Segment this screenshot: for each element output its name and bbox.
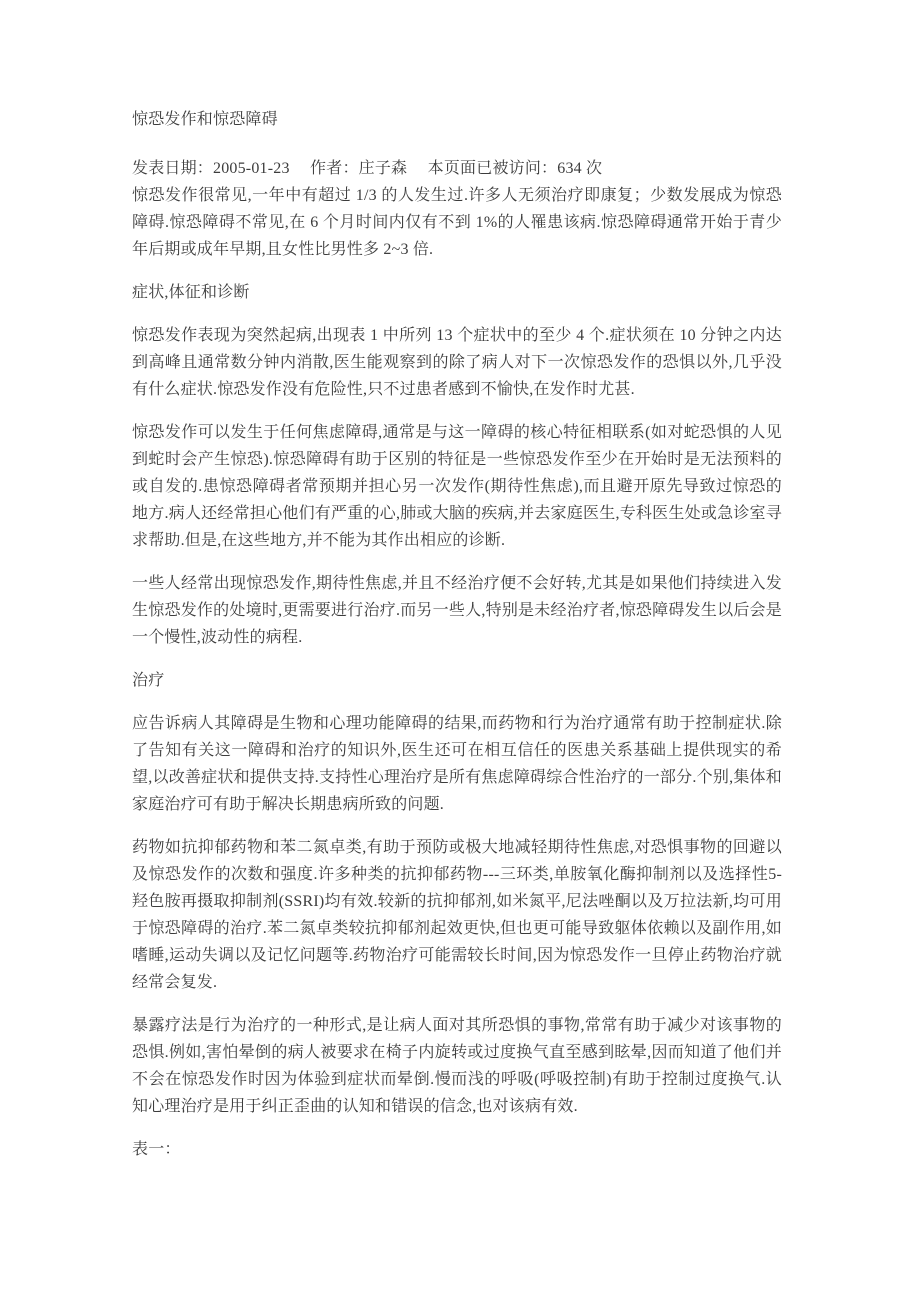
section-heading-symptoms: 症状,体征和诊断 — [132, 284, 250, 301]
treatment-paragraph-2: 药物如抗抑郁药物和苯二氮卓类,有助于预防或极大地减轻期待性焦虑,对恐惧事物的回避以及惊恐发作的次数和强度.许多种类的抗抑郁药物---三环类,单胺氧化酶抑制剂以及选择性5-羟色胺再摄取抑制剂(SSRI)均有效.较新的抗抑郁剂,如米氮平,尼法唑酮以及万拉法新,均可用于惊恐障碍的治疗.苯二氮卓类较抗抑郁剂起效更快,但也更可能导致躯体依赖以及副作用,如嗜睡,运动失调以及记忆问题等.药物治疗可能需较长时间,因为惊恐发作一旦停止药物治疗就经常会复发. — [132, 839, 782, 991]
treatment-paragraph-3: 暴露疗法是行为治疗的一种形式,是让病人面对其所恐惧的事物,常常有助于减少对该事物的恐惧.例如,害怕晕倒的病人被要求在椅子内旋转或过度换气直至感到眩晕,因而知道了他们并不会在惊恐发作时因为体验到症状而晕倒.慢而浅的呼吸(呼吸控制)有助于控制过度换气.认知心理治疗是用于纠正歪曲的认知和错误的信念,也对该病有效. — [132, 1017, 782, 1115]
section-heading-treatment: 治疗 — [132, 672, 165, 689]
symptoms-paragraph-2: 惊恐发作可以发生于任何焦虑障碍,通常是与这一障碍的核心特征相联系(如对蛇恐惧的人见到蛇时会产生惊恐).惊恐障碍有助于区别的特征是一些惊恐发作至少在开始时是无法预料的或自发的.患惊恐障碍者常预期并担心另一次发作(期待性焦虑),而且避开原先导致过惊恐的地方.病人还经常担心他们有严重的心,肺或大脑的疾病,并去家庭医生,专科医生处或急诊室寻求帮助.但是,在这些地方,并不能为其作出相应的诊断. — [132, 424, 782, 549]
table-caption: 表一： — [132, 1141, 181, 1158]
treatment-paragraph-1: 应告诉病人其障碍是生物和心理功能障碍的结果,而药物和行为治疗通常有助于控制症状.除了告知有关这一障碍和治疗的知识外,医生还可在相互信任的医患关系基础上提供现实的希望,以改善症状和提供支持.支持性心理治疗是所有焦虑障碍综合性治疗的一部分.个别,集体和家庭治疗可有助于解决长期患病所致的问题. — [132, 715, 782, 813]
intro-paragraph: 惊恐发作很常见,一年中有超过 1/3 的人发生过.许多人无须治疗即康复；少数发展成为惊恐障碍.惊恐障碍不常见,在 6 个月时间内仅有不到 1%的人罹患该病.惊恐障碍通常开始于青少年后期或成年早期,且女性比男性多 2~3 倍. — [132, 187, 782, 258]
symptoms-paragraph-3: 一些人经常出现惊恐发作,期待性焦虑,并且不经治疗便不会好转,尤其是如果他们持续进入发生惊恐发作的处境时,更需要进行治疗.而另一些人,特别是未经治疗者,惊恐障碍发生以后会是一个慢性,波动性的病程. — [132, 575, 782, 646]
symptoms-paragraph-1: 惊恐发作表现为突然起病,出现表 1 中所列 13 个症状中的至少 4 个.症状须在 10 分钟之内达到高峰且通常数分钟内消散,医生能观察到的除了病人对下一次惊恐发作的恐惧以外,几乎没有什么症状.惊恐发作没有危险性,只不过患者感到不愉快,在发作时尤甚. — [132, 327, 782, 398]
meta-line: 发表日期：2005-01-23 作者：庄子森 本页面已被访问：634 次 — [132, 160, 603, 177]
document-title: 惊恐发作和惊恐障碍 — [132, 111, 278, 128]
